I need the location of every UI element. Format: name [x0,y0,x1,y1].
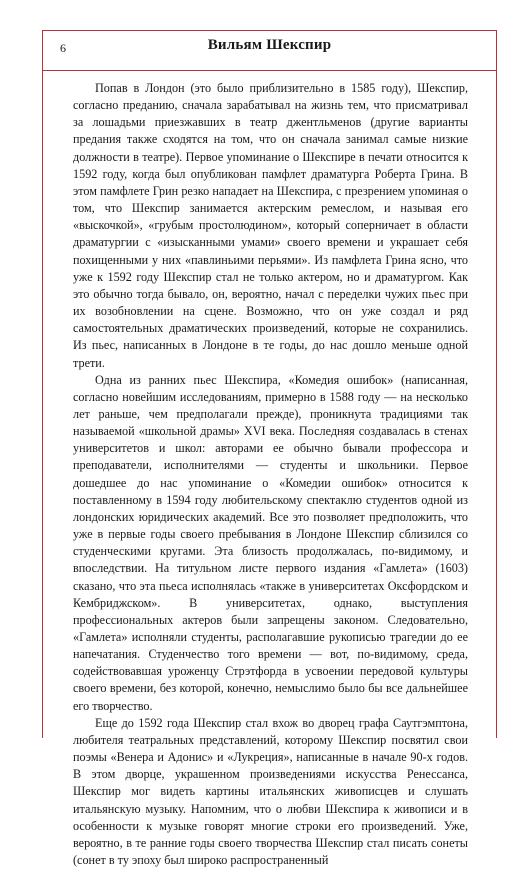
paragraph: Попав в Лондон (это было приблизительно в 1585 году), Шекспир, согласно преданию, сначала зарабатывал на жизнь тем, что присматривал за лошадьми приезжавших в театр джентльменов (другие варианты предания также сходятся на том, что он сначала занимал самые низкие должности в театре). Первое упоминание о Шекспире в печати относится к 1592 году, когда был опубликован памфлет драматурга Роберта Грина. В этом памфлете Грин резко нападает на Шекспира, с презрением упоминая о том, что Шекспир занимается актерским ремеслом, и называя его «выскочкой», «грубым простолюдином», который соперничает в области драматургии с «изысканными умами» своего времени и украшает себя похищенными у них «павлиньими перьями». Из памфлета Грина ясно, что уже к 1592 году Шекспир стал не только актером, но и драматургом. Как это обычно тогда бывало, он, вероятно, начал с переделки чужих пьес при их возобновлении на сцене. Возможно, что он уже создал и ряд самостоятельных драматических произведений, которые не сохранились. Из пьес, написанных в Лондоне в те годы, до нас дошло меньше одной трети. [73,81,468,370]
paragraph: Еще до 1592 года Шекспир стал вхож во дворец графа Саутгэмптона, любителя театральных представлений, которому Шекспир посвятил свои поэмы «Венера и Адонис» и «Лукреция», написанные в начале 90-х годов. В этом дворце, украшенном произведениями искусства Ренессанса, Шекспир мог видеть картины итальянских живописцев и слушать итальянскую музыку. Напомним, что о любви Шекспира к живописи и в особенности к музыке говорят многие строки его произведений. Уже, вероятно, в те ранние годы своего творчества Шекспир стал писать сонеты (сонет в ту эпоху был широко распространенный [73,715,468,868]
paragraph: Одна из ранних пьес Шекспира, «Комедия ошибок» (написанная, согласно новейшим исследованиям, примерно в 1588 году — на несколько лет раньше, чем предполагали прежде), проникнута традициями так называемой «школьной драмы» XVI века. Последняя создавалась в стенах университетов и школ: авторами ее обычно бывали профессора и преподаватели, исполнителями — студенты и школьники. Первое дошедшее до нас упоминание о «Комедии ошибок» относится к поставленному в 1594 году любительскому спектаклю студентов одной из лондонских юридических академий. Все это позволяет предположить, что уже в первые годы своего пребывания в Лондоне Шекспир сблизился со студенческими кругами. Эта близость продолжалась, по-видимому, и впоследствии. На титульном листе первого издания «Гамлета» (1603) сказано, что эта пьеса исполнялась «также в университетах Оксфордском и Кембриджском». В университетах, однако, выступления профессиональных актеров были запрещены законом. Следовательно, «Гамлета» исполняли студенты, располагавшие рукописью трагедии до ее напечатания. Студенчество того времени — вот, по-видимому, среда, содействовавшая уроженцу Стрэтфорда в усвоении передовой культуры своего времени, без которой, конечно, немыслимо было бы все дальнейшее его творчество. [73,372,468,713]
running-title: Вильям Шекспир [207,37,332,53]
page-number: 6 [60,41,66,55]
header-rule [42,70,497,71]
body-text [73,80,468,869]
